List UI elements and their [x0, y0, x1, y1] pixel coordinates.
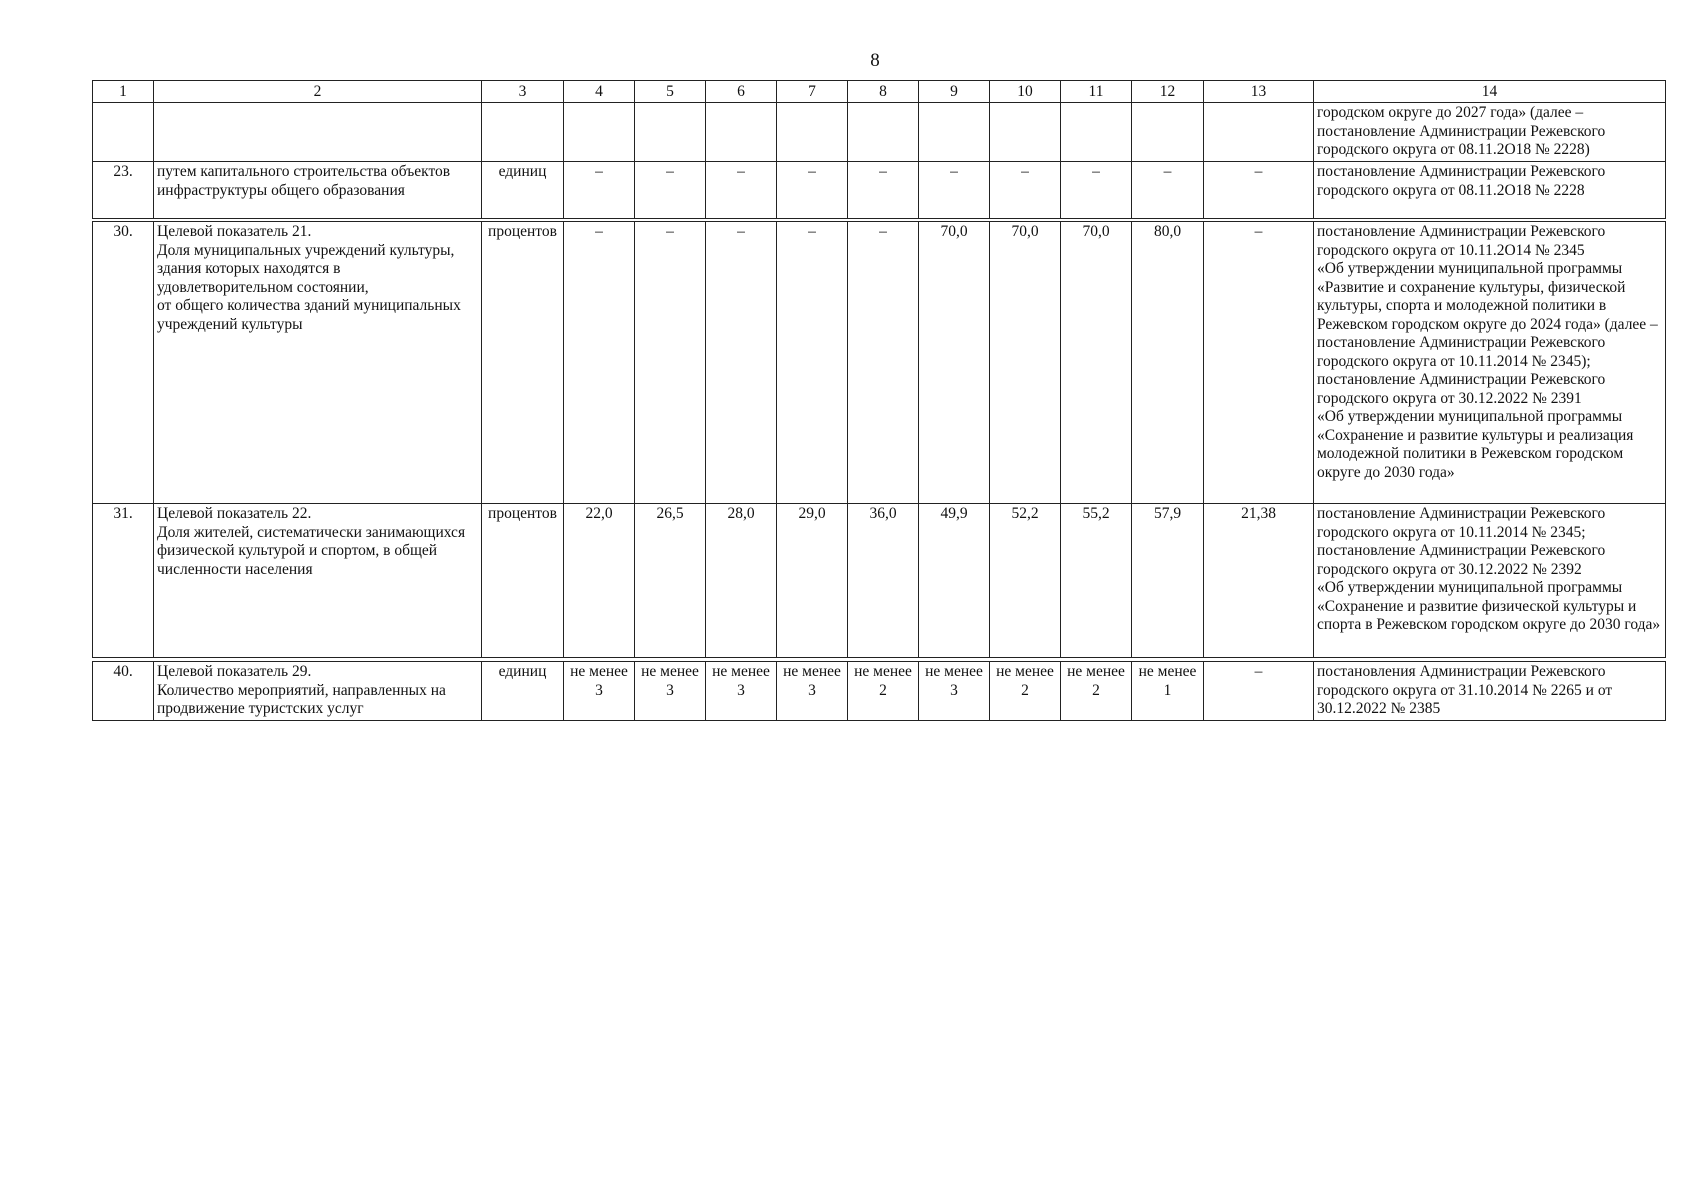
value-cell: не менее 3 [706, 662, 777, 721]
value-cell: – [564, 222, 635, 504]
unit [482, 103, 564, 162]
header-col-5: 5 [635, 81, 706, 103]
row-number: 23. [93, 162, 154, 219]
indicators-table-part-2 [92, 221, 1666, 658]
indicator-name: путем капитального строительства объектов инфраструктуры общего образования [154, 162, 482, 219]
value-cell: 49,9 [919, 504, 990, 658]
value-cell: – [706, 222, 777, 504]
indicators-table-part-1 [92, 80, 1666, 219]
value-cell: – [777, 222, 848, 504]
value-cell: – [848, 162, 919, 219]
value-cell: не менее 2 [1061, 662, 1132, 721]
table-row-23 [93, 162, 1666, 219]
value-cell: не менее 3 [635, 662, 706, 721]
value-cell: 70,0 [1061, 222, 1132, 504]
value-cell [990, 103, 1061, 162]
unit: единиц [482, 162, 564, 219]
value-cell: не менее 2 [990, 662, 1061, 721]
value-cell: – [919, 162, 990, 219]
unit: единиц [482, 662, 564, 721]
value-cell: 55,2 [1061, 504, 1132, 658]
header-col-9: 9 [919, 81, 990, 103]
value-cell [1061, 103, 1132, 162]
value-cell: 29,0 [777, 504, 848, 658]
value-cell: – [848, 222, 919, 504]
value-cell: 21,38 [1204, 504, 1314, 658]
source-document: постановления Администрации Режевского городского округа от 31.10.2014 № 2265 и от 30.12.2022 № 2385 [1314, 662, 1666, 721]
indicator-name: Целевой показатель 21. Доля муниципальных учреждений культуры, здания которых находятся в удовлетворительном состоянии, от общего количества зданий муниципальных учреждений культуры [154, 222, 482, 504]
value-cell [848, 103, 919, 162]
unit: процентов [482, 504, 564, 658]
value-cell: – [564, 162, 635, 219]
value-cell: – [1204, 162, 1314, 219]
value-cell: не менее 2 [848, 662, 919, 721]
header-col-4: 4 [564, 81, 635, 103]
value-cell: не менее 3 [777, 662, 848, 721]
table-row-40 [93, 662, 1666, 721]
row-number: 31. [93, 504, 154, 658]
value-cell: 57,9 [1132, 504, 1204, 658]
header-col-13: 13 [1204, 81, 1314, 103]
header-col-7: 7 [777, 81, 848, 103]
value-cell: – [706, 162, 777, 219]
value-cell: – [635, 162, 706, 219]
value-cell: 70,0 [990, 222, 1061, 504]
value-cell: 52,2 [990, 504, 1061, 658]
value-cell: 80,0 [1132, 222, 1204, 504]
header-col-8: 8 [848, 81, 919, 103]
value-cell: – [777, 162, 848, 219]
source-document: постановление Администрации Режевского городского округа от 10.11.2014 № 2345; постановление Администрации Режевского городского округа от 30.12.2022 № 2392 «Об утверждении муниципальной программы «Сохранение и развитие физической культуры и спорта в Режевском городском округе до 2030 года» [1314, 504, 1666, 658]
value-cell [564, 103, 635, 162]
row-number: 40. [93, 662, 154, 721]
indicators-table-part-3 [92, 661, 1666, 721]
source-document: постановление Администрации Режевского городского округа от 10.11.2О14 № 2345 «Об утверждении муниципальной программы «Развитие и сохранение культуры, физической культуры, спорта и молодежной политики в Режевском городском округе до 2024 года» (далее – постановление Администрации Режевского городского округа от 10.11.2014 № 2345); постановление Администрации Режевского городского округа от 30.12.2022 № 2391 «Об утверждении муниципальной программы «Сохранение и развитие культуры и реализация молодежной политики в Режевском городском округе до 2030 года» [1314, 222, 1666, 504]
row-number: 30. [93, 222, 154, 504]
indicator-name: Целевой показатель 29. Количество мероприятий, направленных на продвижение туристских услуг [154, 662, 482, 721]
source-document: городском округе до 2027 года» (далее – постановление Администрации Режевского городского округа от 08.11.2О18 № 2228) [1314, 103, 1666, 162]
value-cell: 36,0 [848, 504, 919, 658]
page-number: 8 [870, 50, 880, 71]
header-col-1: 1 [93, 81, 154, 103]
value-cell: – [1204, 662, 1314, 721]
value-cell [777, 103, 848, 162]
value-cell: не менее 3 [564, 662, 635, 721]
value-cell [1132, 103, 1204, 162]
indicator-name [154, 103, 482, 162]
table-row-30 [93, 222, 1666, 504]
value-cell [706, 103, 777, 162]
value-cell [919, 103, 990, 162]
value-cell: – [1061, 162, 1132, 219]
header-col-3: 3 [482, 81, 564, 103]
value-cell: не менее 1 [1132, 662, 1204, 721]
header-col-6: 6 [706, 81, 777, 103]
value-cell: 28,0 [706, 504, 777, 658]
unit: процентов [482, 222, 564, 504]
header-col-12: 12 [1132, 81, 1204, 103]
value-cell: 22,0 [564, 504, 635, 658]
header-col-2: 2 [154, 81, 482, 103]
source-document: постановление Администрации Режевского городского округа от 08.11.2О18 № 2228 [1314, 162, 1666, 219]
value-cell: – [1204, 222, 1314, 504]
header-col-11: 11 [1061, 81, 1132, 103]
value-cell [635, 103, 706, 162]
header-col-14: 14 [1314, 81, 1666, 103]
table-row-31 [93, 504, 1666, 658]
value-cell: – [990, 162, 1061, 219]
table-row-continued [93, 103, 1666, 162]
value-cell: 70,0 [919, 222, 990, 504]
row-number [93, 103, 154, 162]
value-cell: 26,5 [635, 504, 706, 658]
value-cell [1204, 103, 1314, 162]
header-col-10: 10 [990, 81, 1061, 103]
value-cell: – [635, 222, 706, 504]
indicator-name: Целевой показатель 22. Доля жителей, систематически занимающихся физической культурой и спортом, в общей численности населения [154, 504, 482, 658]
value-cell: не менее 3 [919, 662, 990, 721]
value-cell: – [1132, 162, 1204, 219]
column-number-header-row [93, 81, 1666, 103]
